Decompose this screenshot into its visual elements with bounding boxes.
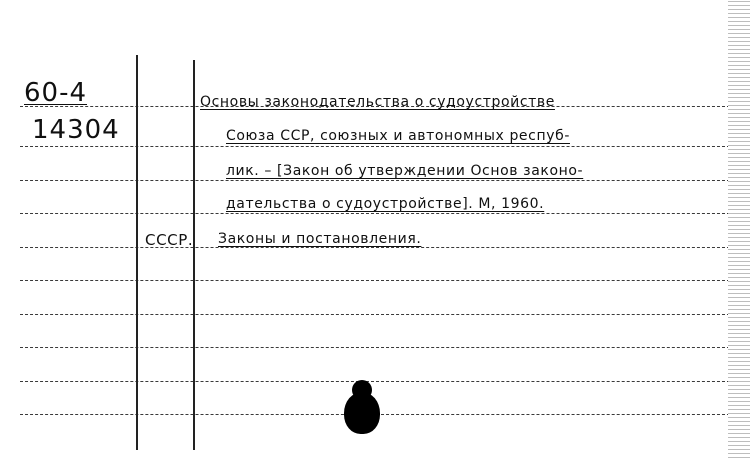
inventory-number: 14304 xyxy=(32,115,120,145)
entry-line: Союза ССР, союзных и автономных респуб- xyxy=(226,128,570,144)
entry-line: дательства о судоустройстве]. М, 1960. xyxy=(226,196,545,212)
rule-line xyxy=(20,314,730,315)
rule-line xyxy=(20,180,730,181)
shelf-mark: 60-4 xyxy=(24,78,88,108)
entry-line: Основы законодательства о судоустройстве xyxy=(200,94,555,110)
rule-line xyxy=(20,381,730,382)
rule-line xyxy=(20,247,730,248)
margin-line-right xyxy=(193,60,195,450)
entry-line: лик. – [Закон об утверждении Основ законо- xyxy=(226,163,584,179)
rule-line xyxy=(20,213,730,214)
rule-line xyxy=(20,347,730,348)
rule-line xyxy=(20,146,730,147)
punch-hole-icon xyxy=(344,392,380,434)
rule-line xyxy=(20,280,730,281)
subject-prefix: СССР. xyxy=(145,231,194,249)
subject-heading: Законы и постановления. xyxy=(218,231,422,247)
scan-edge xyxy=(728,0,750,461)
margin-line-left xyxy=(136,55,138,450)
